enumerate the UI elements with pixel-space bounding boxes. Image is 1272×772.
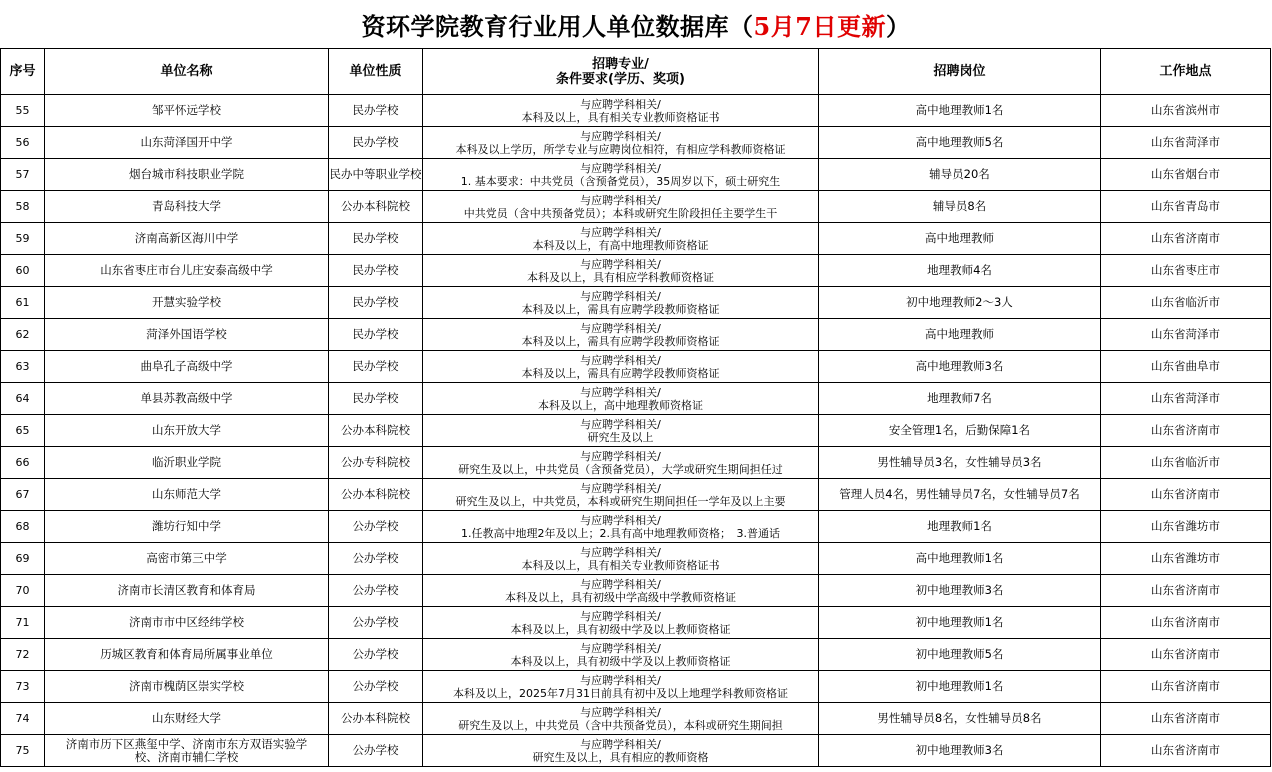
cell-requirements[interactable] bbox=[423, 735, 819, 767]
cell-position[interactable]: 男性辅导员3名，女性辅导员3名 bbox=[819, 447, 1101, 479]
cell-location[interactable]: 山东省济南市 bbox=[1101, 735, 1271, 767]
cell-requirements-line2: 研究生及以上，中共党员（含预备党员），大学或研究生期间担任过 bbox=[458, 462, 783, 476]
cell-requirements-line1: 与应聘学科相关/ bbox=[580, 193, 661, 207]
cell-requirements[interactable] bbox=[423, 127, 819, 159]
cell-requirements-line2: 本科及以上学历，所学专业与应聘岗位相符，有相应学科教师资格证 bbox=[455, 142, 786, 156]
table-row[interactable] bbox=[1, 703, 1271, 735]
cell-requirements-line2: 本科及以上，2025年7月31日前具有初中及以上地理学科教师资格证 bbox=[453, 686, 788, 700]
cell-no[interactable]: 56 bbox=[1, 127, 45, 159]
cell-unit-nature[interactable]: 民办学校 bbox=[329, 351, 423, 383]
header-unit-name: 单位名称 bbox=[45, 49, 329, 95]
cell-position[interactable]: 辅导员20名 bbox=[819, 159, 1101, 191]
table-row[interactable] bbox=[1, 479, 1271, 511]
cell-no[interactable]: 74 bbox=[1, 703, 45, 735]
cell-requirements[interactable] bbox=[423, 287, 819, 319]
table-body bbox=[1, 95, 1271, 767]
cell-unit-nature[interactable]: 民办学校 bbox=[329, 223, 423, 255]
cell-requirements[interactable] bbox=[423, 511, 819, 543]
cell-no[interactable]: 68 bbox=[1, 511, 45, 543]
cell-requirements-line1: 与应聘学科相关/ bbox=[580, 641, 661, 655]
cell-unit-nature[interactable]: 公办学校 bbox=[329, 639, 423, 671]
cell-requirements-line1: 与应聘学科相关/ bbox=[580, 449, 661, 463]
cell-position[interactable]: 初中地理教师5名 bbox=[819, 639, 1101, 671]
cell-requirements-line2: 研究生及以上，具有相应的教师资格 bbox=[532, 750, 709, 764]
cell-unit-nature[interactable]: 民办学校 bbox=[329, 319, 423, 351]
cell-requirements[interactable] bbox=[423, 607, 819, 639]
cell-location[interactable]: 山东省济南市 bbox=[1101, 671, 1271, 703]
cell-position[interactable]: 高中地理教师 bbox=[819, 319, 1101, 351]
cell-requirements-line2: 本科及以上，具有初级中学及以上教师资格证 bbox=[510, 622, 731, 636]
cell-location[interactable]: 山东省济南市 bbox=[1101, 639, 1271, 671]
cell-unit-nature[interactable]: 公办本科院校 bbox=[329, 703, 423, 735]
table-row[interactable] bbox=[1, 223, 1271, 255]
cell-unit-name[interactable]: 单县苏教高级中学 bbox=[45, 383, 329, 415]
cell-location[interactable]: 山东省济南市 bbox=[1101, 575, 1271, 607]
cell-no[interactable]: 66 bbox=[1, 447, 45, 479]
table-row[interactable] bbox=[1, 127, 1271, 159]
cell-location[interactable]: 山东省临沂市 bbox=[1101, 447, 1271, 479]
table-row[interactable] bbox=[1, 671, 1271, 703]
cell-requirements[interactable] bbox=[423, 351, 819, 383]
cell-location[interactable]: 山东省曲阜市 bbox=[1101, 351, 1271, 383]
cell-location[interactable]: 山东省菏泽市 bbox=[1101, 383, 1271, 415]
cell-requirements-line2: 本科及以上，具有相应学科教师资格证 bbox=[527, 270, 714, 284]
cell-requirements[interactable] bbox=[423, 575, 819, 607]
cell-location[interactable]: 山东省济南市 bbox=[1101, 223, 1271, 255]
cell-no[interactable]: 61 bbox=[1, 287, 45, 319]
cell-position[interactable]: 高中地理教师1名 bbox=[819, 95, 1101, 127]
cell-unit-nature[interactable]: 民办学校 bbox=[329, 127, 423, 159]
cell-requirements-line1: 与应聘学科相关/ bbox=[580, 577, 661, 591]
cell-unit-nature[interactable]: 公办学校 bbox=[329, 607, 423, 639]
cell-requirements-line1: 与应聘学科相关/ bbox=[580, 705, 661, 719]
table-row[interactable] bbox=[1, 351, 1271, 383]
cell-position[interactable]: 安全管理1名，后勤保障1名 bbox=[819, 415, 1101, 447]
cell-location[interactable]: 山东省潍坊市 bbox=[1101, 543, 1271, 575]
cell-no[interactable]: 67 bbox=[1, 479, 45, 511]
cell-unit-name[interactable]: 潍坊行知中学 bbox=[45, 511, 329, 543]
cell-position[interactable]: 高中地理教师 bbox=[819, 223, 1101, 255]
cell-unit-name-line2: 校、济南市辅仁学校 bbox=[134, 749, 239, 764]
title-suffix: ） bbox=[885, 11, 911, 41]
cell-requirements-line1: 与应聘学科相关/ bbox=[580, 129, 661, 143]
cell-requirements-line2: 研究生及以上，中共党员（含中共预备党员），本科或研究生期间担 bbox=[458, 718, 783, 732]
cell-requirements-line1: 与应聘学科相关/ bbox=[580, 545, 661, 559]
cell-position[interactable]: 地理教师1名 bbox=[819, 511, 1101, 543]
cell-unit-name[interactable]: 山东师范大学 bbox=[45, 479, 329, 511]
table-row[interactable] bbox=[1, 319, 1271, 351]
table-row[interactable] bbox=[1, 735, 1271, 767]
cell-unit-nature[interactable]: 民办学校 bbox=[329, 383, 423, 415]
cell-no[interactable]: 65 bbox=[1, 415, 45, 447]
cell-requirements[interactable] bbox=[423, 671, 819, 703]
cell-position[interactable]: 初中地理教师2～3人 bbox=[819, 287, 1101, 319]
cell-unit-name[interactable]: 济南高新区海川中学 bbox=[45, 223, 329, 255]
table-row[interactable] bbox=[1, 415, 1271, 447]
cell-requirements-line1: 与应聘学科相关/ bbox=[580, 737, 661, 751]
cell-unit-name[interactable]: 开慧实验学校 bbox=[45, 287, 329, 319]
cell-requirements-line2: 本科及以上，需具有应聘学段教师资格证 bbox=[521, 334, 720, 348]
header-requirements-line2: 条件要求(学历、奖项) bbox=[556, 71, 685, 87]
cell-requirements-line2: 本科及以上，具有相关专业教师资格证书 bbox=[521, 110, 720, 124]
cell-unit-nature[interactable]: 公办本科院校 bbox=[329, 415, 423, 447]
table-row[interactable] bbox=[1, 159, 1271, 191]
cell-location[interactable]: 山东省枣庄市 bbox=[1101, 255, 1271, 287]
cell-requirements-line2: 研究生及以上 bbox=[587, 430, 654, 444]
cell-unit-name[interactable]: 山东菏泽国开中学 bbox=[45, 127, 329, 159]
table-row[interactable] bbox=[1, 383, 1271, 415]
cell-unit-nature[interactable]: 公办学校 bbox=[329, 671, 423, 703]
cell-requirements[interactable] bbox=[423, 95, 819, 127]
title-update-date: 5月7日更新 bbox=[753, 11, 886, 41]
cell-no[interactable]: 62 bbox=[1, 319, 45, 351]
cell-requirements[interactable] bbox=[423, 415, 819, 447]
header-position: 招聘岗位 bbox=[819, 49, 1101, 95]
cell-requirements-line2: 本科及以上，需具有应聘学段教师资格证 bbox=[521, 302, 720, 316]
cell-no[interactable]: 57 bbox=[1, 159, 45, 191]
cell-unit-nature[interactable]: 公办本科院校 bbox=[329, 479, 423, 511]
cell-unit-name[interactable]: 曲阜孔子高级中学 bbox=[45, 351, 329, 383]
cell-requirements-line2: 研究生及以上，中共党员，本科或研究生期间担任一学年及以上主要 bbox=[455, 494, 786, 508]
cell-requirements-line1: 与应聘学科相关/ bbox=[580, 609, 661, 623]
cell-unit-name[interactable]: 济南市市中区经纬学校 bbox=[45, 607, 329, 639]
table-row[interactable] bbox=[1, 287, 1271, 319]
table-row[interactable] bbox=[1, 511, 1271, 543]
cell-unit-name[interactable]: 济南市长清区教育和体育局 bbox=[45, 575, 329, 607]
cell-unit-nature[interactable]: 公办专科院校 bbox=[329, 447, 423, 479]
cell-unit-name[interactable]: 临沂职业学院 bbox=[45, 447, 329, 479]
header-row bbox=[1, 49, 1271, 95]
employer-table bbox=[0, 48, 1271, 767]
cell-no[interactable]: 71 bbox=[1, 607, 45, 639]
table-row[interactable] bbox=[1, 543, 1271, 575]
table-row[interactable] bbox=[1, 255, 1271, 287]
cell-requirements-line1: 与应聘学科相关/ bbox=[580, 257, 661, 271]
cell-requirements-line2: 本科及以上，需具有应聘学段教师资格证 bbox=[521, 366, 720, 380]
cell-unit-name[interactable]: 邹平怀远学校 bbox=[45, 95, 329, 127]
cell-requirements-line2: 本科及以上，有高中地理教师资格证 bbox=[532, 238, 709, 252]
cell-no[interactable]: 64 bbox=[1, 383, 45, 415]
cell-requirements-line1: 与应聘学科相关/ bbox=[580, 417, 661, 431]
cell-position[interactable]: 地理教师4名 bbox=[819, 255, 1101, 287]
cell-position[interactable]: 高中地理教师5名 bbox=[819, 127, 1101, 159]
cell-unit-name[interactable]: 历城区教育和体育局所属事业单位 bbox=[45, 639, 329, 671]
cell-unit-name[interactable]: 菏泽外国语学校 bbox=[45, 319, 329, 351]
cell-requirements-line1: 与应聘学科相关/ bbox=[580, 97, 661, 111]
page-title bbox=[0, 0, 1272, 48]
cell-position[interactable]: 地理教师7名 bbox=[819, 383, 1101, 415]
cell-unit-nature[interactable]: 民办中等职业学校 bbox=[329, 159, 423, 191]
cell-requirements-line1: 与应聘学科相关/ bbox=[580, 513, 661, 527]
table-row[interactable] bbox=[1, 639, 1271, 671]
cell-requirements-line2: 本科及以上，具有相关专业教师资格证书 bbox=[521, 558, 720, 572]
cell-unit-name[interactable]: 高密市第三中学 bbox=[45, 543, 329, 575]
cell-requirements[interactable] bbox=[423, 255, 819, 287]
cell-requirements[interactable] bbox=[423, 447, 819, 479]
table-row[interactable] bbox=[1, 95, 1271, 127]
cell-position[interactable]: 高中地理教师1名 bbox=[819, 543, 1101, 575]
cell-requirements-line1: 与应聘学科相关/ bbox=[580, 225, 661, 239]
cell-requirements-line1: 与应聘学科相关/ bbox=[580, 481, 661, 495]
cell-location[interactable]: 山东省滨州市 bbox=[1101, 95, 1271, 127]
cell-unit-name[interactable]: 青岛科技大学 bbox=[45, 191, 329, 223]
cell-position[interactable]: 辅导员8名 bbox=[819, 191, 1101, 223]
cell-unit-nature[interactable]: 公办学校 bbox=[329, 575, 423, 607]
cell-location[interactable]: 山东省济南市 bbox=[1101, 415, 1271, 447]
cell-unit-name[interactable]: 山东财经大学 bbox=[45, 703, 329, 735]
table-row[interactable] bbox=[1, 607, 1271, 639]
cell-unit-nature[interactable]: 公办学校 bbox=[329, 543, 423, 575]
cell-unit-name[interactable]: 山东开放大学 bbox=[45, 415, 329, 447]
cell-requirements[interactable] bbox=[423, 159, 819, 191]
cell-no[interactable]: 60 bbox=[1, 255, 45, 287]
cell-location[interactable]: 山东省潍坊市 bbox=[1101, 511, 1271, 543]
table-row[interactable] bbox=[1, 575, 1271, 607]
cell-position[interactable]: 管理人员4名，男性辅导员7名，女性辅导员7名 bbox=[819, 479, 1101, 511]
cell-no[interactable]: 73 bbox=[1, 671, 45, 703]
cell-no[interactable]: 63 bbox=[1, 351, 45, 383]
cell-unit-name[interactable]: 济南市槐荫区崇实学校 bbox=[45, 671, 329, 703]
cell-requirements-line1: 与应聘学科相关/ bbox=[580, 289, 661, 303]
cell-unit-nature[interactable]: 公办学校 bbox=[329, 735, 423, 767]
cell-requirements-line1: 与应聘学科相关/ bbox=[580, 385, 661, 399]
cell-requirements-line2: 1.任教高中地理2年及以上；2.具有高中地理教师资格； 3.普通话 bbox=[461, 526, 780, 540]
cell-location[interactable]: 山东省青岛市 bbox=[1101, 191, 1271, 223]
cell-unit-name[interactable]: 山东省枣庄市台儿庄安泰高级中学 bbox=[45, 255, 329, 287]
cell-unit-nature[interactable]: 公办学校 bbox=[329, 511, 423, 543]
cell-no[interactable]: 75 bbox=[1, 735, 45, 767]
header-location: 工作地点 bbox=[1101, 49, 1271, 95]
cell-location[interactable]: 山东省临沂市 bbox=[1101, 287, 1271, 319]
cell-unit-nature[interactable]: 公办本科院校 bbox=[329, 191, 423, 223]
title-prefix: 资环学院教育行业用人单位数据库（ bbox=[361, 11, 754, 41]
cell-no[interactable]: 72 bbox=[1, 639, 45, 671]
cell-requirements-line1: 与应聘学科相关/ bbox=[580, 353, 661, 367]
cell-requirements-line1: 与应聘学科相关/ bbox=[580, 161, 661, 175]
cell-requirements-line1: 与应聘学科相关/ bbox=[580, 673, 661, 687]
header-requirements-line1: 招聘专业/ bbox=[592, 56, 649, 72]
cell-location[interactable]: 山东省济南市 bbox=[1101, 703, 1271, 735]
cell-no[interactable]: 59 bbox=[1, 223, 45, 255]
cell-unit-nature[interactable]: 民办学校 bbox=[329, 95, 423, 127]
cell-position[interactable]: 初中地理教师1名 bbox=[819, 607, 1101, 639]
cell-requirements[interactable] bbox=[423, 543, 819, 575]
cell-requirements[interactable] bbox=[423, 703, 819, 735]
cell-requirements-line2: 1. 基本要求：中共党员（含预备党员），35周岁以下，硕士研究生 bbox=[460, 174, 781, 188]
cell-requirements[interactable] bbox=[423, 191, 819, 223]
header-no: 序号 bbox=[1, 49, 45, 95]
cell-position[interactable]: 高中地理教师3名 bbox=[819, 351, 1101, 383]
cell-position[interactable]: 男性辅导员8名，女性辅导员8名 bbox=[819, 703, 1101, 735]
cell-no[interactable]: 70 bbox=[1, 575, 45, 607]
cell-position[interactable]: 初中地理教师3名 bbox=[819, 575, 1101, 607]
cell-requirements-line2: 本科及以上，具有初级中学高级中学教师资格证 bbox=[505, 590, 736, 604]
cell-requirements[interactable] bbox=[423, 223, 819, 255]
cell-requirements[interactable] bbox=[423, 479, 819, 511]
cell-no[interactable]: 58 bbox=[1, 191, 45, 223]
cell-location[interactable]: 山东省济南市 bbox=[1101, 479, 1271, 511]
table-row[interactable] bbox=[1, 447, 1271, 479]
cell-no[interactable]: 69 bbox=[1, 543, 45, 575]
cell-unit-name-line1: 济南市历下区燕玺中学、济南市东方双语实验学 bbox=[65, 736, 308, 751]
cell-requirements-line2: 本科及以上，高中地理教师资格证 bbox=[538, 398, 703, 412]
cell-location[interactable]: 山东省菏泽市 bbox=[1101, 127, 1271, 159]
cell-requirements[interactable] bbox=[423, 319, 819, 351]
cell-requirements-line1: 与应聘学科相关/ bbox=[580, 321, 661, 335]
cell-location[interactable]: 山东省菏泽市 bbox=[1101, 319, 1271, 351]
cell-location[interactable]: 山东省烟台市 bbox=[1101, 159, 1271, 191]
cell-requirements[interactable] bbox=[423, 383, 819, 415]
table-row[interactable] bbox=[1, 191, 1271, 223]
cell-location[interactable]: 山东省济南市 bbox=[1101, 607, 1271, 639]
header-requirements bbox=[423, 49, 819, 95]
cell-no[interactable]: 55 bbox=[1, 95, 45, 127]
cell-position[interactable]: 初中地理教师1名 bbox=[819, 671, 1101, 703]
cell-requirements-line2: 中共党员（含中共预备党员）；本科或研究生阶段担任主要学生干 bbox=[463, 206, 778, 220]
header-unit-nature: 单位性质 bbox=[329, 49, 423, 95]
cell-requirements-line2: 本科及以上，具有初级中学及以上教师资格证 bbox=[510, 654, 731, 668]
cell-requirements[interactable] bbox=[423, 639, 819, 671]
cell-unit-name[interactable]: 烟台城市科技职业学院 bbox=[45, 159, 329, 191]
cell-unit-nature[interactable]: 民办学校 bbox=[329, 255, 423, 287]
cell-unit-name[interactable] bbox=[45, 735, 329, 767]
cell-position[interactable]: 初中地理教师3名 bbox=[819, 735, 1101, 767]
cell-unit-nature[interactable]: 民办学校 bbox=[329, 287, 423, 319]
